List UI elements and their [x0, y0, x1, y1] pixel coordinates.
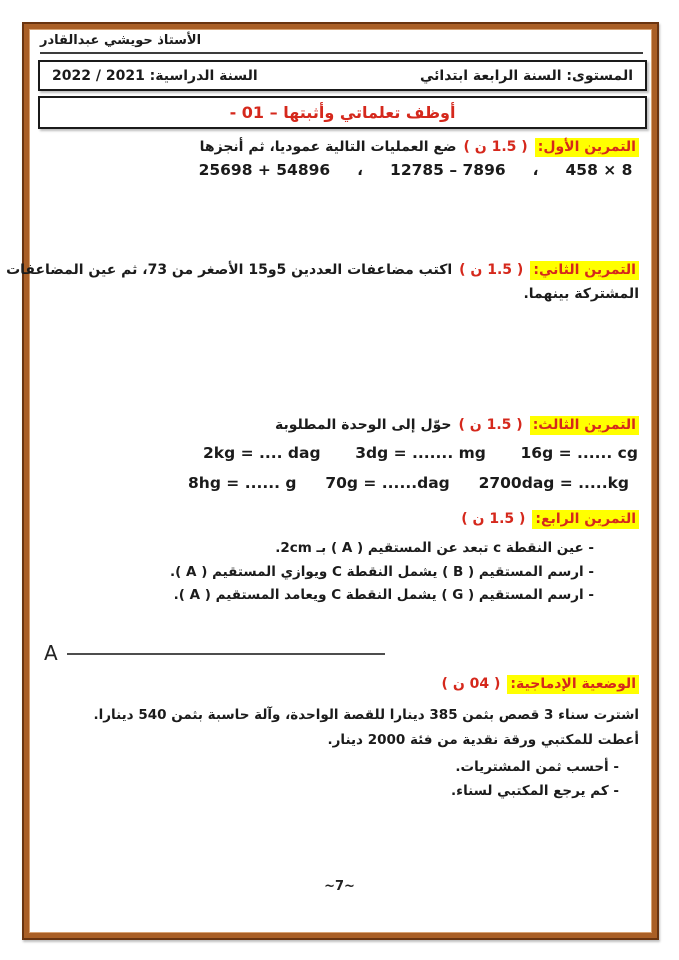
situation-points: ( 04 ن )	[441, 676, 501, 692]
exercise-1-operations: 25698 + 54896 ، 12785 – 7896 ، 458 × 8	[198, 161, 633, 179]
geometry-line	[67, 653, 385, 655]
situation-bullet: - كم يرجع المكتبي لسناء.	[451, 782, 619, 799]
page-number: ~7~	[324, 879, 355, 894]
conversion-item: 70g = ......dag	[325, 474, 450, 492]
exercise-3-statement: حوّل إلى الوحدة المطلوبة	[275, 417, 452, 433]
exercise-1-name-badge: التمرين الأول:	[535, 138, 639, 157]
conversion-item: 3dg = ....... mg	[355, 444, 486, 462]
exercise-1-points: ( 1.5 ن )	[463, 139, 528, 155]
exercise-2-statement-line1: اكتب مضاعفات العددين 5و15 الأصغر من 73، ثم عين المضاعفات	[6, 262, 453, 278]
exercise-3-header	[40, 417, 639, 433]
level-label: المستوى: السنة الرابعة ابتدائي	[419, 67, 633, 84]
situation-header	[40, 676, 639, 692]
exercise-4-points: ( 1.5 ن )	[461, 511, 526, 527]
exercise-4-name-badge: التمرين الرابع:	[532, 510, 639, 529]
conversion-row-1	[38, 444, 641, 462]
conversion-item: 8hg = ...... g	[188, 474, 297, 492]
teacher-name	[40, 33, 643, 54]
conversion-item: 16g = ...... cg	[520, 444, 638, 462]
conversion-item: 2kg = .... dag	[203, 444, 321, 462]
exercise-2-statement-line2: المشتركة بينهما.	[523, 286, 639, 302]
exercise-2-points: ( 1.5 ن )	[459, 262, 524, 278]
exercise-4-bullet: - ارسم المستقيم ( B ) يشمل النقطة C ويوازي المستقيم ( A ).	[170, 563, 594, 580]
exercise-4-bullet: - عين النقطة c تبعد عن المستقيم ( A ) بـ 2cm.	[275, 540, 594, 556]
exercise-2-name-badge: التمرين الثاني:	[530, 261, 639, 280]
school-year-label: السنة الدراسية: 2021 / 2022	[52, 67, 258, 84]
geometry-line-label: A	[44, 641, 58, 665]
geometry-line-figure	[44, 641, 385, 665]
exercise-1-statement: ضع العمليات التالية عموديا، ثم أنجزها	[199, 139, 457, 155]
situation-text	[40, 703, 639, 753]
situation-bullets	[60, 756, 619, 803]
exercise-2-header	[6, 262, 639, 278]
exercise-3-points: ( 1.5 ن )	[458, 417, 523, 433]
exercise-3-name-badge: التمرين الثالث:	[530, 416, 639, 435]
exercise-4-bullet: - ارسم المستقيم ( G ) يشمل النقطة C ويعامد المستقيم ( A ).	[173, 587, 594, 603]
situation-text-line1: اشترت سناء 3 قصص بثمن 385 دينارا للقصة الواحدة، وآلة حاسبة بثمن 540 دينارا.	[93, 707, 639, 723]
situation-text-line2: أعطت للمكتبي ورقة نقدية من فئة 2000 دينار.	[327, 732, 639, 748]
teacher-name-text: الأستاذ حويشي عبدالقادر	[40, 33, 202, 48]
conversion-item: 2700dag = .....kg	[478, 474, 629, 492]
conversion-row-2	[38, 474, 641, 492]
exercise-4-header	[40, 511, 639, 527]
exercise-4-bullets	[60, 537, 594, 608]
situation-name-badge: الوضعية الإدماجية:	[507, 675, 639, 694]
exam-title-box	[38, 96, 647, 129]
header-info-box	[38, 60, 647, 91]
situation-bullet: - أحسب ثمن المشتريات.	[455, 759, 619, 775]
exercise-1-header	[40, 139, 639, 155]
exam-title: أوظف تعلماتي وأثبتها – 01 -	[229, 103, 456, 122]
